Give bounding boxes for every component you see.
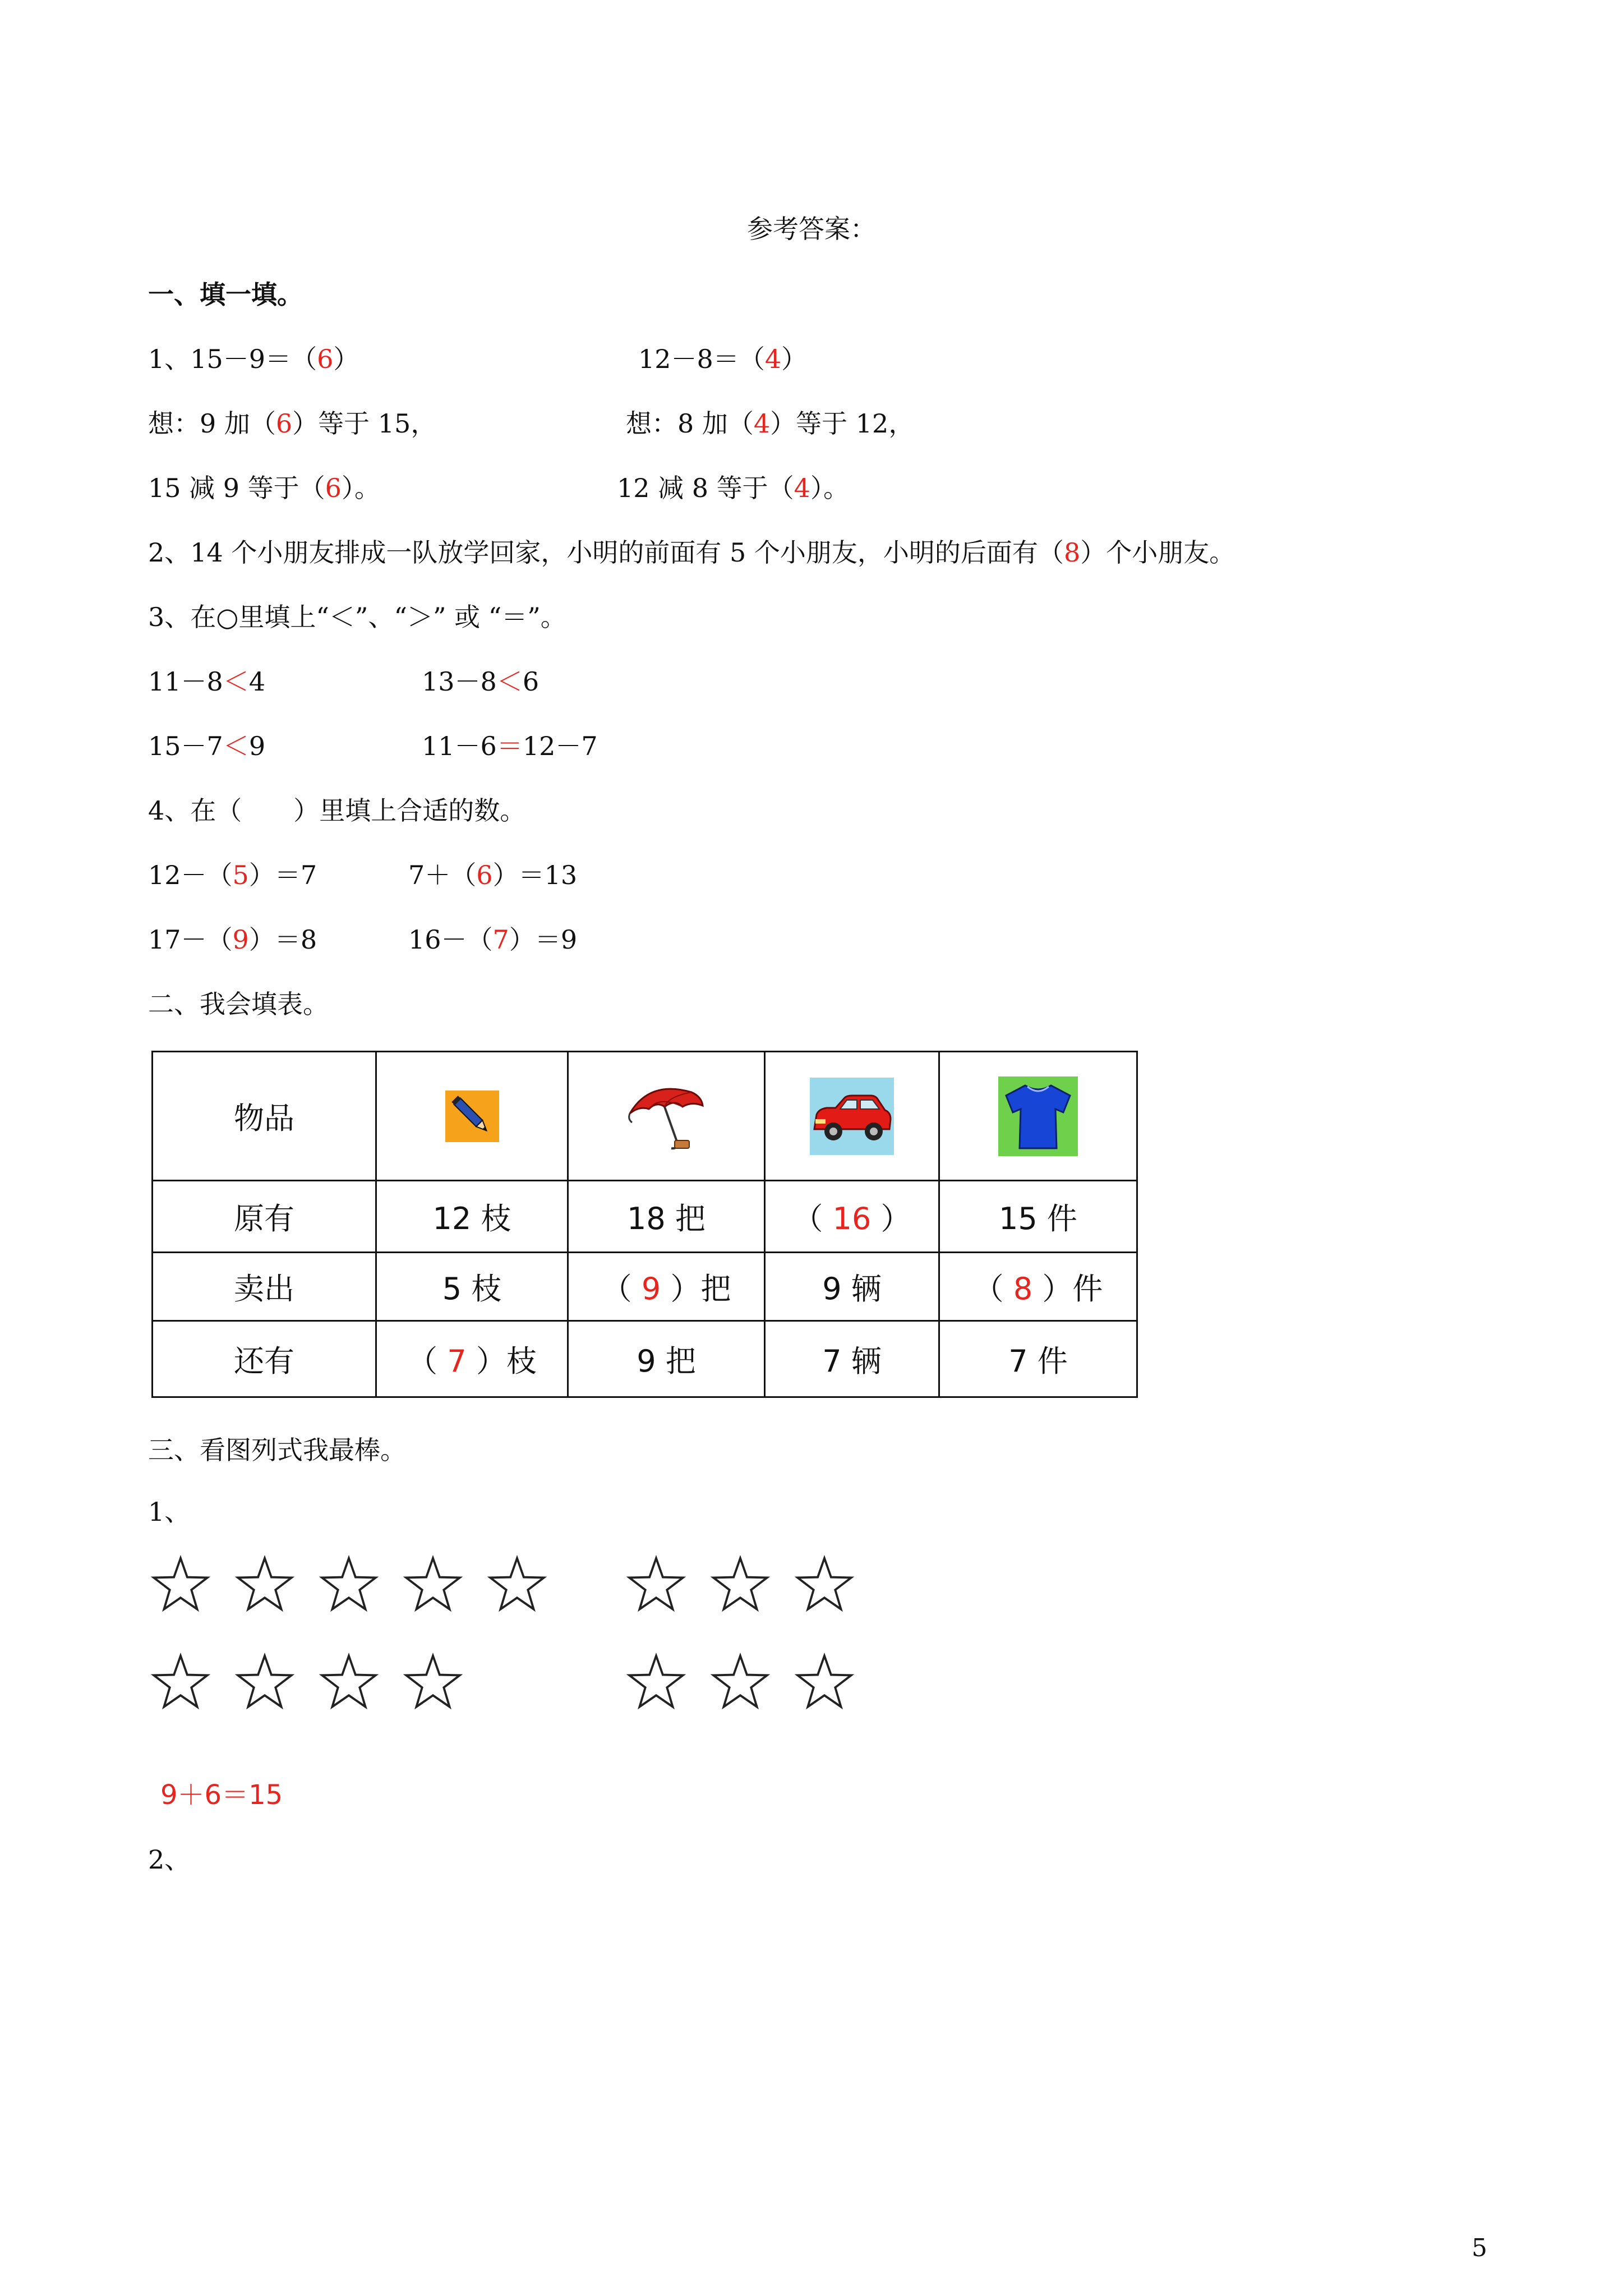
star-icon (232, 1555, 297, 1618)
star-icon (316, 1653, 381, 1715)
question-2-label: 2、 (148, 1844, 191, 1875)
q1-right-equation: 12－8＝（4） (638, 344, 808, 374)
table-row (153, 1052, 1137, 1181)
answer: 8 (1063, 537, 1081, 568)
table-cell (765, 1052, 939, 1181)
table-cell: （ 8 ）件 (939, 1253, 1137, 1321)
section-3-heading: 三、看图列式我最棒。 (148, 1435, 406, 1465)
answer: 6 (275, 408, 293, 439)
page-title: 参考答案： (747, 214, 876, 244)
q3-prompt: 3、在○里填上“＜”、“＞” 或 “＝”。 (148, 602, 566, 632)
q4-equation: 17－（9）＝8 (148, 924, 317, 955)
page-number: 5 (1472, 2234, 1487, 2262)
star-icon (708, 1555, 773, 1618)
table-cell: （ 9 ）把 (568, 1253, 765, 1321)
table-cell: 9 把 (568, 1321, 765, 1397)
q3-compare: 15－7＜9 (148, 731, 266, 761)
table-cell: 18 把 (568, 1181, 765, 1253)
star-icon (624, 1555, 689, 1618)
answer: 9 (641, 1271, 661, 1306)
answer: ＜ (223, 731, 249, 761)
tshirt-icon (998, 1076, 1078, 1156)
pencil-icon (444, 1089, 500, 1143)
q1-think-left: 想：9 加（6）等于 15， (148, 408, 437, 439)
star-icon (148, 1555, 213, 1618)
star-icon (485, 1555, 550, 1618)
q2-text: 2、14 个小朋友排成一队放学回家，小明的前面有 5 个小朋友，小明的后面有（8）个小朋友。 (148, 537, 1235, 568)
table-cell: 5 枝 (376, 1253, 568, 1321)
star-icon (232, 1653, 297, 1715)
table-row-label: 原有 (153, 1181, 376, 1253)
q4-equation: 12－（5）＝7 (148, 860, 317, 890)
q3-compare: 11－8＜4 (148, 666, 266, 697)
table-row-label: 还有 (153, 1321, 376, 1397)
table-row (153, 1321, 1137, 1397)
umbrella-icon (624, 1080, 708, 1153)
star-icon (624, 1653, 689, 1715)
answer-equation: 9＋6＝15 (160, 1779, 283, 1811)
table-cell: （ 7 ）枝 (376, 1321, 568, 1397)
section-1-heading: 一、填一填。 (148, 279, 303, 310)
table-cell: 7 辆 (765, 1321, 939, 1397)
q3-compare: 11－6＝12－7 (422, 731, 598, 761)
q1-left-equation: 1、15－9＝（6） (148, 344, 359, 374)
star-icon (400, 1555, 465, 1618)
table-cell: 15 件 (939, 1181, 1137, 1253)
answer: 5 (232, 860, 249, 890)
answer: 4 (764, 344, 782, 374)
star-icon (148, 1653, 213, 1715)
answer: 7 (492, 924, 509, 955)
answer: ＜ (223, 666, 249, 697)
answer: 6 (325, 473, 342, 503)
star-icon (792, 1653, 857, 1715)
table-cell: 7 件 (939, 1321, 1137, 1397)
q3-compare: 13－8＜6 (422, 666, 540, 697)
goods-table (151, 1051, 1138, 1398)
table-row (153, 1181, 1137, 1253)
answer: 4 (753, 408, 771, 439)
q4-equation: 7＋（6）＝13 (408, 860, 578, 890)
table-cell (939, 1052, 1137, 1181)
answer: ＜ (496, 666, 523, 697)
answer: 6 (317, 344, 334, 374)
table-cell: 9 辆 (765, 1253, 939, 1321)
table-cell: 12 枝 (376, 1181, 568, 1253)
q4-equation: 16－（7）＝9 (408, 924, 578, 955)
answer: 16 (832, 1201, 872, 1236)
answer: 6 (476, 860, 493, 890)
q1-sub-right: 12 减 8 等于（4）。 (617, 473, 849, 503)
answer: 4 (794, 473, 810, 503)
star-icon (708, 1653, 773, 1715)
q1-sub-left: 15 减 9 等于（6）。 (148, 473, 380, 503)
section-2-heading: 二、我会填表。 (148, 989, 329, 1019)
table-header-label: 物品 (153, 1052, 376, 1181)
answer: 9 (232, 924, 249, 955)
q1-think-right: 想：8 加（4）等于 12， (626, 408, 915, 439)
answer: ＝ (496, 731, 523, 761)
table-row-label: 卖出 (153, 1253, 376, 1321)
q4-prompt: 4、在（ ）里填上合适的数。 (148, 795, 526, 826)
star-icon (400, 1653, 465, 1715)
star-icon (792, 1555, 857, 1618)
star-icon (316, 1555, 381, 1618)
table-row (153, 1253, 1137, 1321)
table-cell (376, 1052, 568, 1181)
table-cell: （ 16 ） (765, 1181, 939, 1253)
answer: 7 (447, 1343, 467, 1379)
answer: 8 (1013, 1271, 1033, 1306)
question-1-label: 1、 (148, 1497, 191, 1527)
table-cell (568, 1052, 765, 1181)
car-icon (810, 1078, 894, 1155)
